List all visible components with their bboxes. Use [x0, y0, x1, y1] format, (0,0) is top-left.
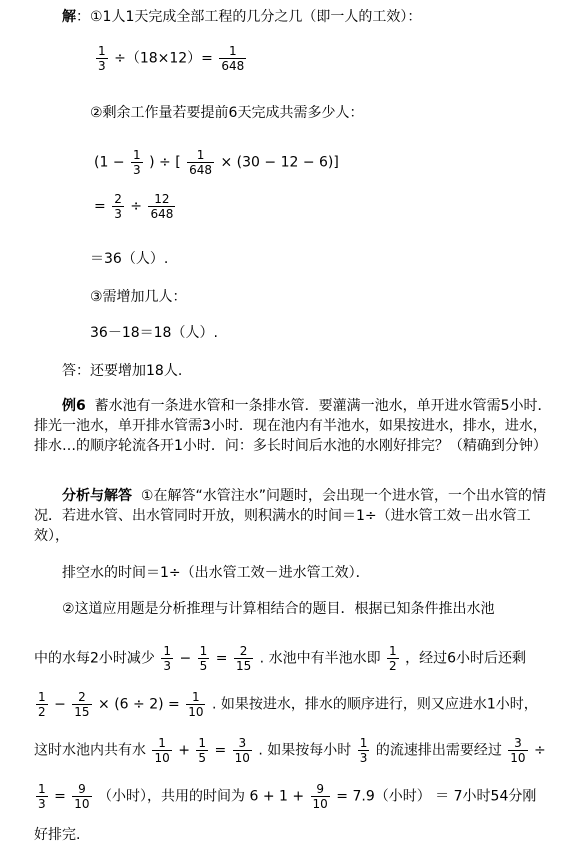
analysis-math-row-1: 中的水每2小时减少 $\frac{1}{3}$ − $\frac{1}{5}$ = $\frac{2}{15}$ . 水池中有半池水即 $\frac{1}{2}$ ，经过6小时后还剩: [34, 644, 527, 673]
fraction: $\frac{9}{10}$: [74, 782, 90, 811]
analysis-label: 分析与解答: [62, 488, 132, 504]
fraction: $\frac{1}{10}$: [188, 690, 204, 719]
analysis-paragraph-3: ②这道应用题是分析推理与计算相结合的题目．根据已知条件推出水池: [62, 601, 495, 617]
fraction: $\frac{1}{3}$: [38, 782, 46, 811]
fraction: $\frac{2}{15}$: [74, 690, 90, 719]
equation-1: $\frac{1}{3}$ ÷（18×12）= $\frac{1}{648}$: [98, 44, 245, 73]
step2-line: ②剩余工作量若要提前6天完成共需多少人：: [90, 105, 364, 121]
equation-2: (1 − $\frac{1}{3}$ ) ÷ [ $\frac{1}{648}$ × (30 − 12 − 6)]: [94, 148, 339, 177]
analysis-math-row-3: 这时水池内共有水 $\frac{1}{10}$ + $\frac{1}{5}$ = $\frac{3}{10}$ . 如果按每小时 $\frac{1}{3}$ 的流速排出需要经过 $\frac{3}{10}$ ÷: [34, 736, 546, 765]
fraction: $\frac{1}{648}$: [221, 44, 245, 73]
fraction: $\frac{1}{2}$: [38, 690, 46, 719]
fraction: $\frac{3}{10}$: [510, 736, 526, 765]
solution-label: 解: [62, 9, 76, 25]
example6-text: 蓄水池有一条进水管和一条排水管．要灌满一池水，单开进水管需5小时．排光一池水，单开排水管需3小时．现在池内有半池水，如果按进水，排水，进水，排水…的顺序轮流各开1小时．问：多长时间后水池的水刚好排完？（精确到分钟）: [34, 398, 552, 454]
fraction: $\frac{1}{3}$: [359, 736, 368, 765]
equation-3: = $\frac{2}{3}$ ÷ $\frac{12}{648}$: [94, 192, 174, 221]
step1-line: [62, 8, 421, 26]
analysis-final-line: 好排完.: [34, 827, 81, 843]
equation-4: ＝36（人）.: [90, 251, 169, 267]
fraction: $\frac{2}{3}$: [114, 192, 122, 221]
fraction: $\frac{1}{3}$: [163, 644, 172, 673]
step3-line: ③需增加几人：: [90, 289, 187, 305]
analysis-math-row-4: $\frac{1}{3}$ = $\frac{9}{10}$ （小时），共用的时间为 6 + 1 + $\frac{9}{10}$ = 7.9（小时） ＝ 7小时54分刚: [38, 782, 537, 811]
fraction: $\frac{1}{648}$: [189, 148, 213, 177]
fraction: $\frac{1}{2}$: [389, 644, 397, 673]
fraction: $\frac{1}{5}$: [199, 644, 208, 673]
equation-5: 36－18＝18（人）.: [90, 325, 218, 341]
fraction: $\frac{1}{3}$: [98, 44, 106, 73]
fraction: $\frac{1}{10}$: [154, 736, 170, 765]
example6-label: 例6: [62, 398, 86, 414]
step1-text: ：①1人1天完成全部工程的几分之几（即一人的工效）：: [76, 9, 422, 25]
fraction: $\frac{9}{10}$: [312, 782, 328, 811]
fraction: $\frac{3}{10}$: [234, 736, 250, 765]
analysis-paragraph-2: 排空水的时间＝1÷（出水管工效－进水管工效）．: [62, 565, 370, 581]
fraction: $\frac{12}{648}$: [150, 192, 174, 221]
analysis-math-row-2: $\frac{1}{2}$ − $\frac{2}{15}$ × (6 ÷ 2) = $\frac{1}{10}$ . 如果按进水，排水的顺序进行，则又应进水1小时，: [38, 690, 538, 719]
fraction: $\frac{2}{15}$: [235, 644, 252, 673]
fraction: $\frac{1}{5}$: [198, 736, 207, 765]
answer-line: 答：还要增加18人.: [62, 363, 183, 379]
fraction: $\frac{1}{3}$: [133, 148, 141, 177]
example6-paragraph: [34, 396, 554, 456]
analysis-paragraph-1: 分析与解答 ①在解答“水管注水”问题时，会出现一个进水管，一个出水管的情况．若进水管、出水管同时开放，则积满水的时间＝1÷（进水管工效－出水管工效），: [34, 488, 546, 544]
